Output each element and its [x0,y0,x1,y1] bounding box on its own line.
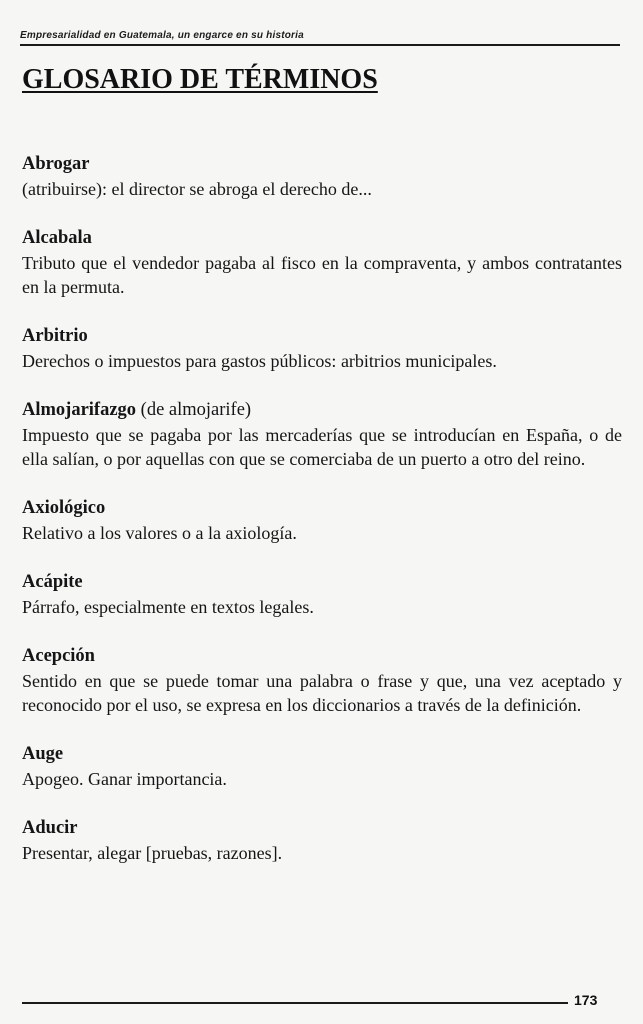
glossary-entry [22,816,622,865]
glossary-term: Almojarifazgo [22,400,137,420]
glossary-definition: Tributo que el vendedor pagaba al fisco en la compraventa, y ambos contratantes en la permuta. [22,253,622,297]
glossary-definition: Apogeo. Ganar importancia. [22,769,227,789]
glossary-term: Alcabala [22,228,92,248]
page-number: 173 [574,992,598,1008]
term-line [22,152,622,176]
glossary-definition: Impuesto que se pagaba por las mercaderías que se introducían en España, o de ella salían, o por aquellas con que se comerciaba de un puerto a otro del reino. [22,425,622,469]
glossary-definition: Párrafo, especialmente en textos legales. [22,597,314,617]
term-line [22,816,622,840]
glossary-definition: (atribuirse): el director se abroga el derecho de... [22,179,372,199]
glossary-term: Aducir [22,818,78,838]
term-line [22,644,622,668]
term-line [22,226,622,250]
glossary-term: Axiológico [22,498,106,518]
footer-rule [22,1002,568,1004]
glossary-list [22,152,622,890]
term-line [22,570,622,594]
glossary-entry [22,324,622,373]
running-header: Empresarialidad en Guatemala, un engarce en su historia [20,30,304,41]
term-line [22,324,622,348]
glossary-term: Abrogar [22,154,90,174]
term-line [22,496,622,520]
glossary-entry [22,570,622,619]
term-line [22,742,622,766]
glossary-term-note: (de almojarife) [140,400,252,420]
glossary-definition: Relativo a los valores o a la axiología. [22,523,297,543]
glossary-term: Acepción [22,646,95,666]
glossary-term: Acápite [22,572,83,592]
glossary-entry [22,398,622,471]
glossary-entry [22,152,622,201]
glossary-entry [22,742,622,791]
glossary-entry [22,496,622,545]
glossary-term: Arbitrio [22,326,88,346]
glossary-definition: Presentar, alegar [pruebas, razones]. [22,843,283,863]
glossary-definition: Sentido en que se puede tomar una palabra o frase y que, una vez aceptado y reconocido por el uso, se expresa en los diccionarios a través de la definición. [22,671,622,715]
glossary-term: Auge [22,744,64,764]
glossary-entry [22,226,622,299]
header-rule [20,44,620,46]
page-title: GLOSARIO DE TÉRMINOS [22,64,378,95]
glossary-definition: Derechos o impuestos para gastos públicos: arbitrios municipales. [22,351,497,371]
term-line [22,398,622,422]
glossary-entry [22,644,622,717]
